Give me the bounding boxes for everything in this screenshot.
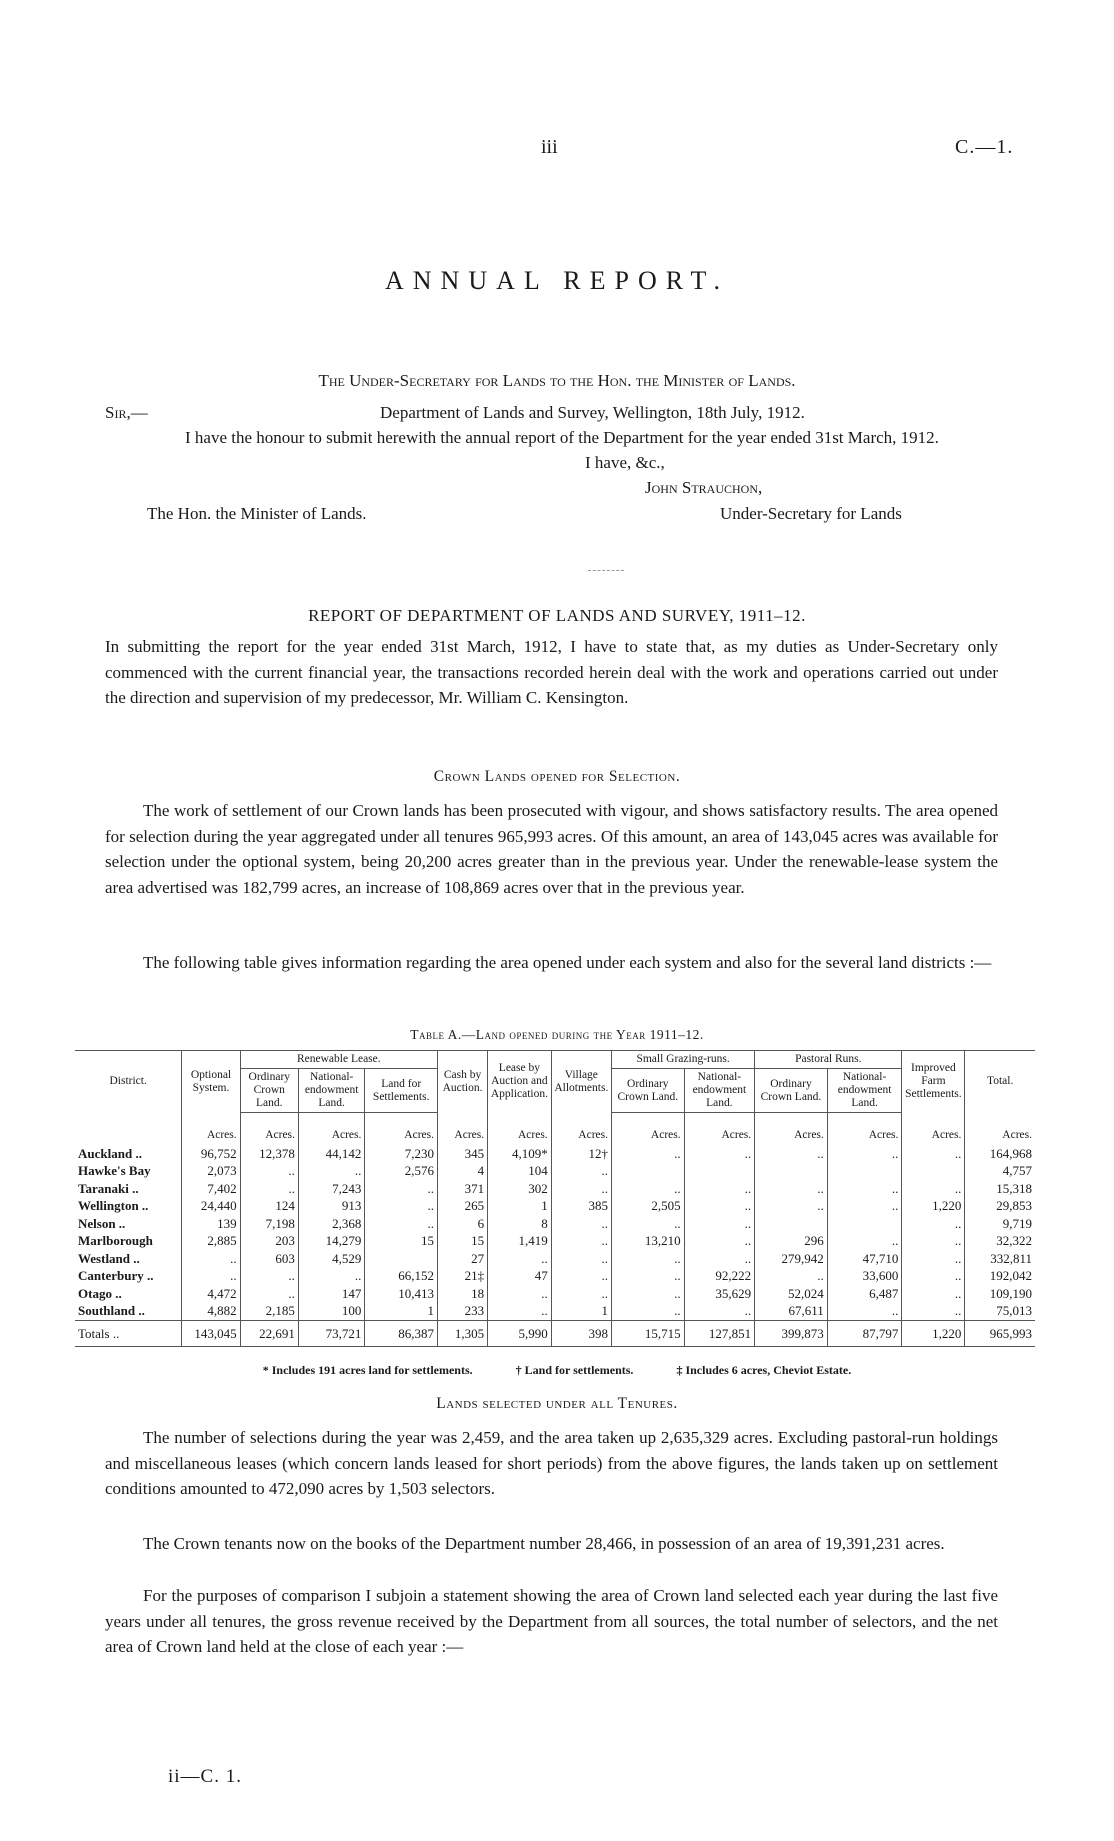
table-cell: .. [684, 1232, 755, 1250]
table-cell: 164,968 [965, 1145, 1035, 1163]
section1-paragraph-1: The work of settlement of our Crown lands has been prosecuted with vigour, and shows satisfactory results. The area opened for selection during the year aggregated under all tenures 965,993 acres. Of this amount, an area of 143,045 acres was available for selection under the optional system, being 20,200 acres greater than in the previous year. Under the renewable-lease system the area advertised was 182,799 acres, an increase of 108,869 acres over that in the previous year. [105, 801, 998, 897]
table-cell: 1 [365, 1302, 438, 1320]
table-row [75, 1215, 1035, 1233]
totals-cell: 5,990 [488, 1320, 552, 1347]
table-cell: 109,190 [965, 1285, 1035, 1303]
table-cell: 15 [438, 1232, 488, 1250]
table-cell: 2,073 [182, 1162, 240, 1180]
table-cell: 203 [240, 1232, 298, 1250]
table-cell: 21‡ [438, 1267, 488, 1285]
table-cell: 147 [298, 1285, 364, 1303]
table-cell: .. [551, 1180, 611, 1198]
table-cell [755, 1162, 828, 1180]
unit-cell: Acres. [182, 1113, 240, 1145]
table-cell: .. [612, 1302, 685, 1320]
page-title: ANNUAL REPORT. [385, 266, 729, 295]
table-cell: 52,024 [755, 1285, 828, 1303]
report-intro: In submitting the report for the year ended 31st March, 1912, I have to state that, as my duties as Under-Secretary only commenced with the current financial year, the transactions recorded herein deal with the work and operations carried out under the direction and supervision of my predecessor, Mr. William C. Kensington. [105, 637, 998, 707]
table-cell: .. [551, 1285, 611, 1303]
table-cell: .. [240, 1267, 298, 1285]
table-row [75, 1162, 1035, 1180]
table-cell [755, 1215, 828, 1233]
table-cell: .. [240, 1180, 298, 1198]
totals-cell: 73,721 [298, 1320, 364, 1347]
table-cell: .. [488, 1285, 552, 1303]
paper-code: C.—1. [955, 136, 1014, 158]
district-name: Southland .. [78, 1303, 145, 1318]
table-cell: .. [902, 1180, 965, 1198]
unit-cell: Acres. [488, 1113, 552, 1145]
table-cell: 2,885 [182, 1232, 240, 1250]
table-cell: .. [902, 1302, 965, 1320]
table-totals-row [75, 1320, 1035, 1347]
group-header-renewable: Renewable Lease. [240, 1051, 437, 1069]
table-cell: .. [684, 1250, 755, 1268]
col-header-rl-ordinary: Ordinary Crown Land. [240, 1069, 298, 1113]
table-cell [827, 1215, 902, 1233]
table-cell [684, 1162, 755, 1180]
table-cell: 279,942 [755, 1250, 828, 1268]
table-cell: 9,719 [965, 1215, 1035, 1233]
totals-cell: 1,220 [902, 1320, 965, 1347]
footnote: † Land for settlements. [515, 1363, 634, 1377]
table-cell: .. [755, 1267, 828, 1285]
table-cell: 296 [755, 1232, 828, 1250]
table-cell: 124 [240, 1197, 298, 1215]
table-cell: 47,710 [827, 1250, 902, 1268]
totals-cell: 86,387 [365, 1320, 438, 1347]
table-cell: .. [902, 1145, 965, 1163]
table-cell: 12† [551, 1145, 611, 1163]
letter-signatory: John Strauchon, [645, 478, 763, 497]
col-header-improved: Improved Farm Settlements. [902, 1051, 965, 1113]
table-cell: .. [612, 1145, 685, 1163]
district-name: Nelson .. [78, 1215, 126, 1231]
table-cell: 2,576 [365, 1162, 438, 1180]
table-cell: .. [684, 1215, 755, 1233]
unit-cell: Acres. [684, 1113, 755, 1145]
table-cell: 302 [488, 1180, 552, 1198]
table-cell: 18 [438, 1285, 488, 1303]
table-row [75, 1267, 1035, 1285]
table-cell: .. [182, 1250, 240, 1268]
table-cell: .. [755, 1180, 828, 1198]
table-cell: 7,243 [298, 1180, 364, 1198]
table-cell: .. [240, 1285, 298, 1303]
table-cell: 4 [438, 1162, 488, 1180]
table-cell: 10,413 [365, 1285, 438, 1303]
table-cell: .. [684, 1180, 755, 1198]
col-header-optional: Optional System. [182, 1051, 240, 1113]
district-name: Marlborough [78, 1233, 153, 1248]
table-cell: 13,210 [612, 1232, 685, 1250]
table-cell: .. [488, 1250, 552, 1268]
table-cell: .. [902, 1232, 965, 1250]
table-cell: 35,629 [684, 1285, 755, 1303]
table-cell: .. [755, 1145, 828, 1163]
unit-cell: Acres. [965, 1113, 1035, 1145]
table-cell: 92,222 [684, 1267, 755, 1285]
col-header-rl-settlements: Land for Settlements. [365, 1069, 438, 1113]
table-cell: 265 [438, 1197, 488, 1215]
table-cell: 75,013 [965, 1302, 1035, 1320]
table-cell: .. [827, 1197, 902, 1215]
section2-paragraph-3: For the purposes of comparison I subjoin a statement showing the area of Crown land selected each year during the last five years under all tenures, the gross revenue received by the Department from all sources, the total number of selectors, and the net area of Crown land held at the close of each year :— [105, 1586, 998, 1656]
table-cell: .. [551, 1267, 611, 1285]
table-row [75, 1180, 1035, 1198]
section1-paragraph-2: The following table gives information regarding the area opened under each system and also for the several land districts :— [143, 953, 992, 972]
table-cell: 371 [438, 1180, 488, 1198]
district-name: Auckland .. [78, 1145, 142, 1161]
table-cell: .. [551, 1250, 611, 1268]
table-cell [902, 1162, 965, 1180]
table-cell: .. [827, 1302, 902, 1320]
totals-cell: 399,873 [755, 1320, 828, 1347]
table-cell: 4,472 [182, 1285, 240, 1303]
table-cell: .. [365, 1215, 438, 1233]
table-cell: 233 [438, 1302, 488, 1320]
group-header-pastoral: Pastoral Runs. [755, 1051, 902, 1069]
table-cell: .. [684, 1145, 755, 1163]
table-cell: .. [551, 1232, 611, 1250]
totals-label: Totals .. [75, 1320, 182, 1347]
table-cell: .. [240, 1162, 298, 1180]
table-cell: 2,505 [612, 1197, 685, 1215]
col-header-cash: Cash by Auction. [438, 1051, 488, 1113]
table-cell: 15,318 [965, 1180, 1035, 1198]
table-cell: 104 [488, 1162, 552, 1180]
table-cell: .. [612, 1267, 685, 1285]
col-header-village: Village Allotments. [551, 1051, 611, 1113]
totals-cell: 398 [551, 1320, 611, 1347]
unit-cell: Acres. [827, 1113, 902, 1145]
table-cell: .. [488, 1302, 552, 1320]
totals-cell: 22,691 [240, 1320, 298, 1347]
table-cell: .. [827, 1180, 902, 1198]
signature-mark: ii—C. 1. [168, 1766, 242, 1787]
table-footnotes [0, 1363, 1114, 1378]
table-cell: 4,882 [182, 1302, 240, 1320]
table-cell: 15 [365, 1232, 438, 1250]
table-cell [827, 1162, 902, 1180]
table-cell: .. [551, 1162, 611, 1180]
table-caption: Table A.—Land opened during the Year 1911–12. [410, 1027, 704, 1042]
table-cell: 2,368 [298, 1215, 364, 1233]
totals-cell: 143,045 [182, 1320, 240, 1347]
table-cell: 1,220 [902, 1197, 965, 1215]
table-cell: .. [684, 1197, 755, 1215]
table-cell: 29,853 [965, 1197, 1035, 1215]
col-header-total: Total. [965, 1051, 1035, 1113]
section2-paragraph-1: The number of selections during the year was 2,459, and the area taken up 2,635,329 acres. Excluding pastoral-run holdings and miscellaneous leases (which concern lands leased for short periods) from the above figures, the lands taken up on settlement conditions amounted to 472,090 acres by 1,503 selectors. [105, 1428, 998, 1498]
table-cell: 27 [438, 1250, 488, 1268]
table-cell: 1 [488, 1197, 552, 1215]
table-cell: 67,611 [755, 1302, 828, 1320]
table-cell: .. [365, 1197, 438, 1215]
table-row [75, 1302, 1035, 1320]
table-cell: 345 [438, 1145, 488, 1163]
table-cell: 913 [298, 1197, 364, 1215]
unit-cell: Acres. [551, 1113, 611, 1145]
table-cell: .. [902, 1250, 965, 1268]
table-cell: 32,322 [965, 1232, 1035, 1250]
table-cell: 4,529 [298, 1250, 364, 1268]
totals-cell: 87,797 [827, 1320, 902, 1347]
letter-recipient: The Hon. the Minister of Lands. [147, 504, 367, 523]
col-header-lease-auction: Lease by Auction and Application. [488, 1051, 552, 1113]
table-cell: 96,752 [182, 1145, 240, 1163]
table-row [75, 1232, 1035, 1250]
table-cell: .. [755, 1197, 828, 1215]
table-cell: .. [612, 1215, 685, 1233]
table-cell: .. [298, 1162, 364, 1180]
table-cell: 4,757 [965, 1162, 1035, 1180]
unit-cell: Acres. [365, 1113, 438, 1145]
letter-signatory-title: Under-Secretary for Lands [720, 504, 902, 523]
district-name: Westland .. [78, 1250, 140, 1266]
land-opened-table [75, 1050, 1035, 1347]
table-cell: .. [612, 1180, 685, 1198]
table-cell: 4,109* [488, 1145, 552, 1163]
table-cell: 2,185 [240, 1302, 298, 1320]
table-units-row [75, 1113, 1035, 1145]
table-cell: 33,600 [827, 1267, 902, 1285]
group-header-small-grazing: Small Grazing-runs. [612, 1051, 755, 1069]
col-header-sg-national: National-endowment Land. [684, 1069, 755, 1113]
table-cell: 14,279 [298, 1232, 364, 1250]
district-name: Taranaki .. [78, 1180, 139, 1196]
unit-cell: Acres. [298, 1113, 364, 1145]
table-cell [365, 1250, 438, 1268]
table-cell: 139 [182, 1215, 240, 1233]
table-cell: 1 [551, 1302, 611, 1320]
totals-cell: 127,851 [684, 1320, 755, 1347]
table-cell: 1,419 [488, 1232, 552, 1250]
divider [588, 570, 624, 571]
table-cell: 7,230 [365, 1145, 438, 1163]
table-cell: .. [612, 1285, 685, 1303]
col-header-pr-ordinary: Ordinary Crown Land. [755, 1069, 828, 1113]
totals-cell: 965,993 [965, 1320, 1035, 1347]
table-cell: 192,042 [965, 1267, 1035, 1285]
table-cell: 7,198 [240, 1215, 298, 1233]
table-cell: 332,811 [965, 1250, 1035, 1268]
unit-cell: Acres. [755, 1113, 828, 1145]
table-cell: .. [551, 1215, 611, 1233]
letter-body: I have the honour to submit herewith the annual report of the Department for the year ended 31st March, 1912. [185, 428, 939, 447]
col-header-rl-national: National-endowment Land. [298, 1069, 364, 1113]
table-cell: 385 [551, 1197, 611, 1215]
table-cell: .. [365, 1180, 438, 1198]
table-cell: 6,487 [827, 1285, 902, 1303]
table-cell: .. [827, 1232, 902, 1250]
footnote: * Includes 191 acres land for settlements. [262, 1363, 473, 1377]
district-name: Hawke's Bay [78, 1163, 151, 1178]
unit-cell: Acres. [902, 1113, 965, 1145]
col-header-sg-ordinary: Ordinary Crown Land. [612, 1069, 685, 1113]
table-row [75, 1145, 1035, 1163]
section-heading-lands-selected: Lands selected under all Tenures. [436, 1395, 678, 1412]
table-cell: .. [827, 1145, 902, 1163]
table-row [75, 1285, 1035, 1303]
table-cell: 6 [438, 1215, 488, 1233]
table-cell: .. [902, 1267, 965, 1285]
table-cell: 100 [298, 1302, 364, 1320]
letter-dateline: Department of Lands and Survey, Wellington, 18th July, 1912. [380, 403, 805, 422]
district-name: Wellington .. [78, 1198, 149, 1213]
table-cell: 24,440 [182, 1197, 240, 1215]
table-cell: .. [902, 1215, 965, 1233]
section-heading-lands-opened: Crown Lands opened for Selection. [433, 768, 681, 785]
table-cell: 8 [488, 1215, 552, 1233]
district-name: Otago .. [78, 1285, 122, 1301]
unit-cell: Acres. [438, 1113, 488, 1145]
col-header-pr-national: National-endowment Land. [827, 1069, 902, 1113]
table-cell: .. [612, 1250, 685, 1268]
table-cell: 44,142 [298, 1145, 364, 1163]
col-header-district: District. [75, 1051, 182, 1113]
table-row [75, 1197, 1035, 1215]
table-cell: .. [902, 1285, 965, 1303]
table-cell [612, 1162, 685, 1180]
page-number: iii [541, 136, 558, 158]
letter-address: The Under-Secretary for Lands to the Hon. the Minister of Lands. [318, 371, 796, 390]
table-cell: 66,152 [365, 1267, 438, 1285]
section2-paragraph-2: The Crown tenants now on the books of the Department number 28,466, in possession of an area of 19,391,231 acres. [143, 1534, 945, 1553]
unit-cell: Acres. [240, 1113, 298, 1145]
table-cell: 7,402 [182, 1180, 240, 1198]
letter-closing: I have, &c., [585, 453, 665, 472]
table-body [75, 1145, 1035, 1321]
table-cell: 12,378 [240, 1145, 298, 1163]
letter-salutation: Sir,— [105, 403, 148, 422]
table-cell: .. [684, 1302, 755, 1320]
totals-cell: 15,715 [612, 1320, 685, 1347]
footnote: ‡ Includes 6 acres, Cheviot Estate. [676, 1363, 852, 1377]
table-row [75, 1250, 1035, 1268]
district-name: Canterbury .. [78, 1268, 154, 1283]
table-cell: .. [298, 1267, 364, 1285]
totals-cell: 1,305 [438, 1320, 488, 1347]
report-title: REPORT OF DEPARTMENT OF LANDS AND SURVEY, 1911–12. [308, 606, 806, 625]
unit-cell: Acres. [612, 1113, 685, 1145]
table-cell: .. [182, 1267, 240, 1285]
table-cell: 47 [488, 1267, 552, 1285]
table-cell: 603 [240, 1250, 298, 1268]
